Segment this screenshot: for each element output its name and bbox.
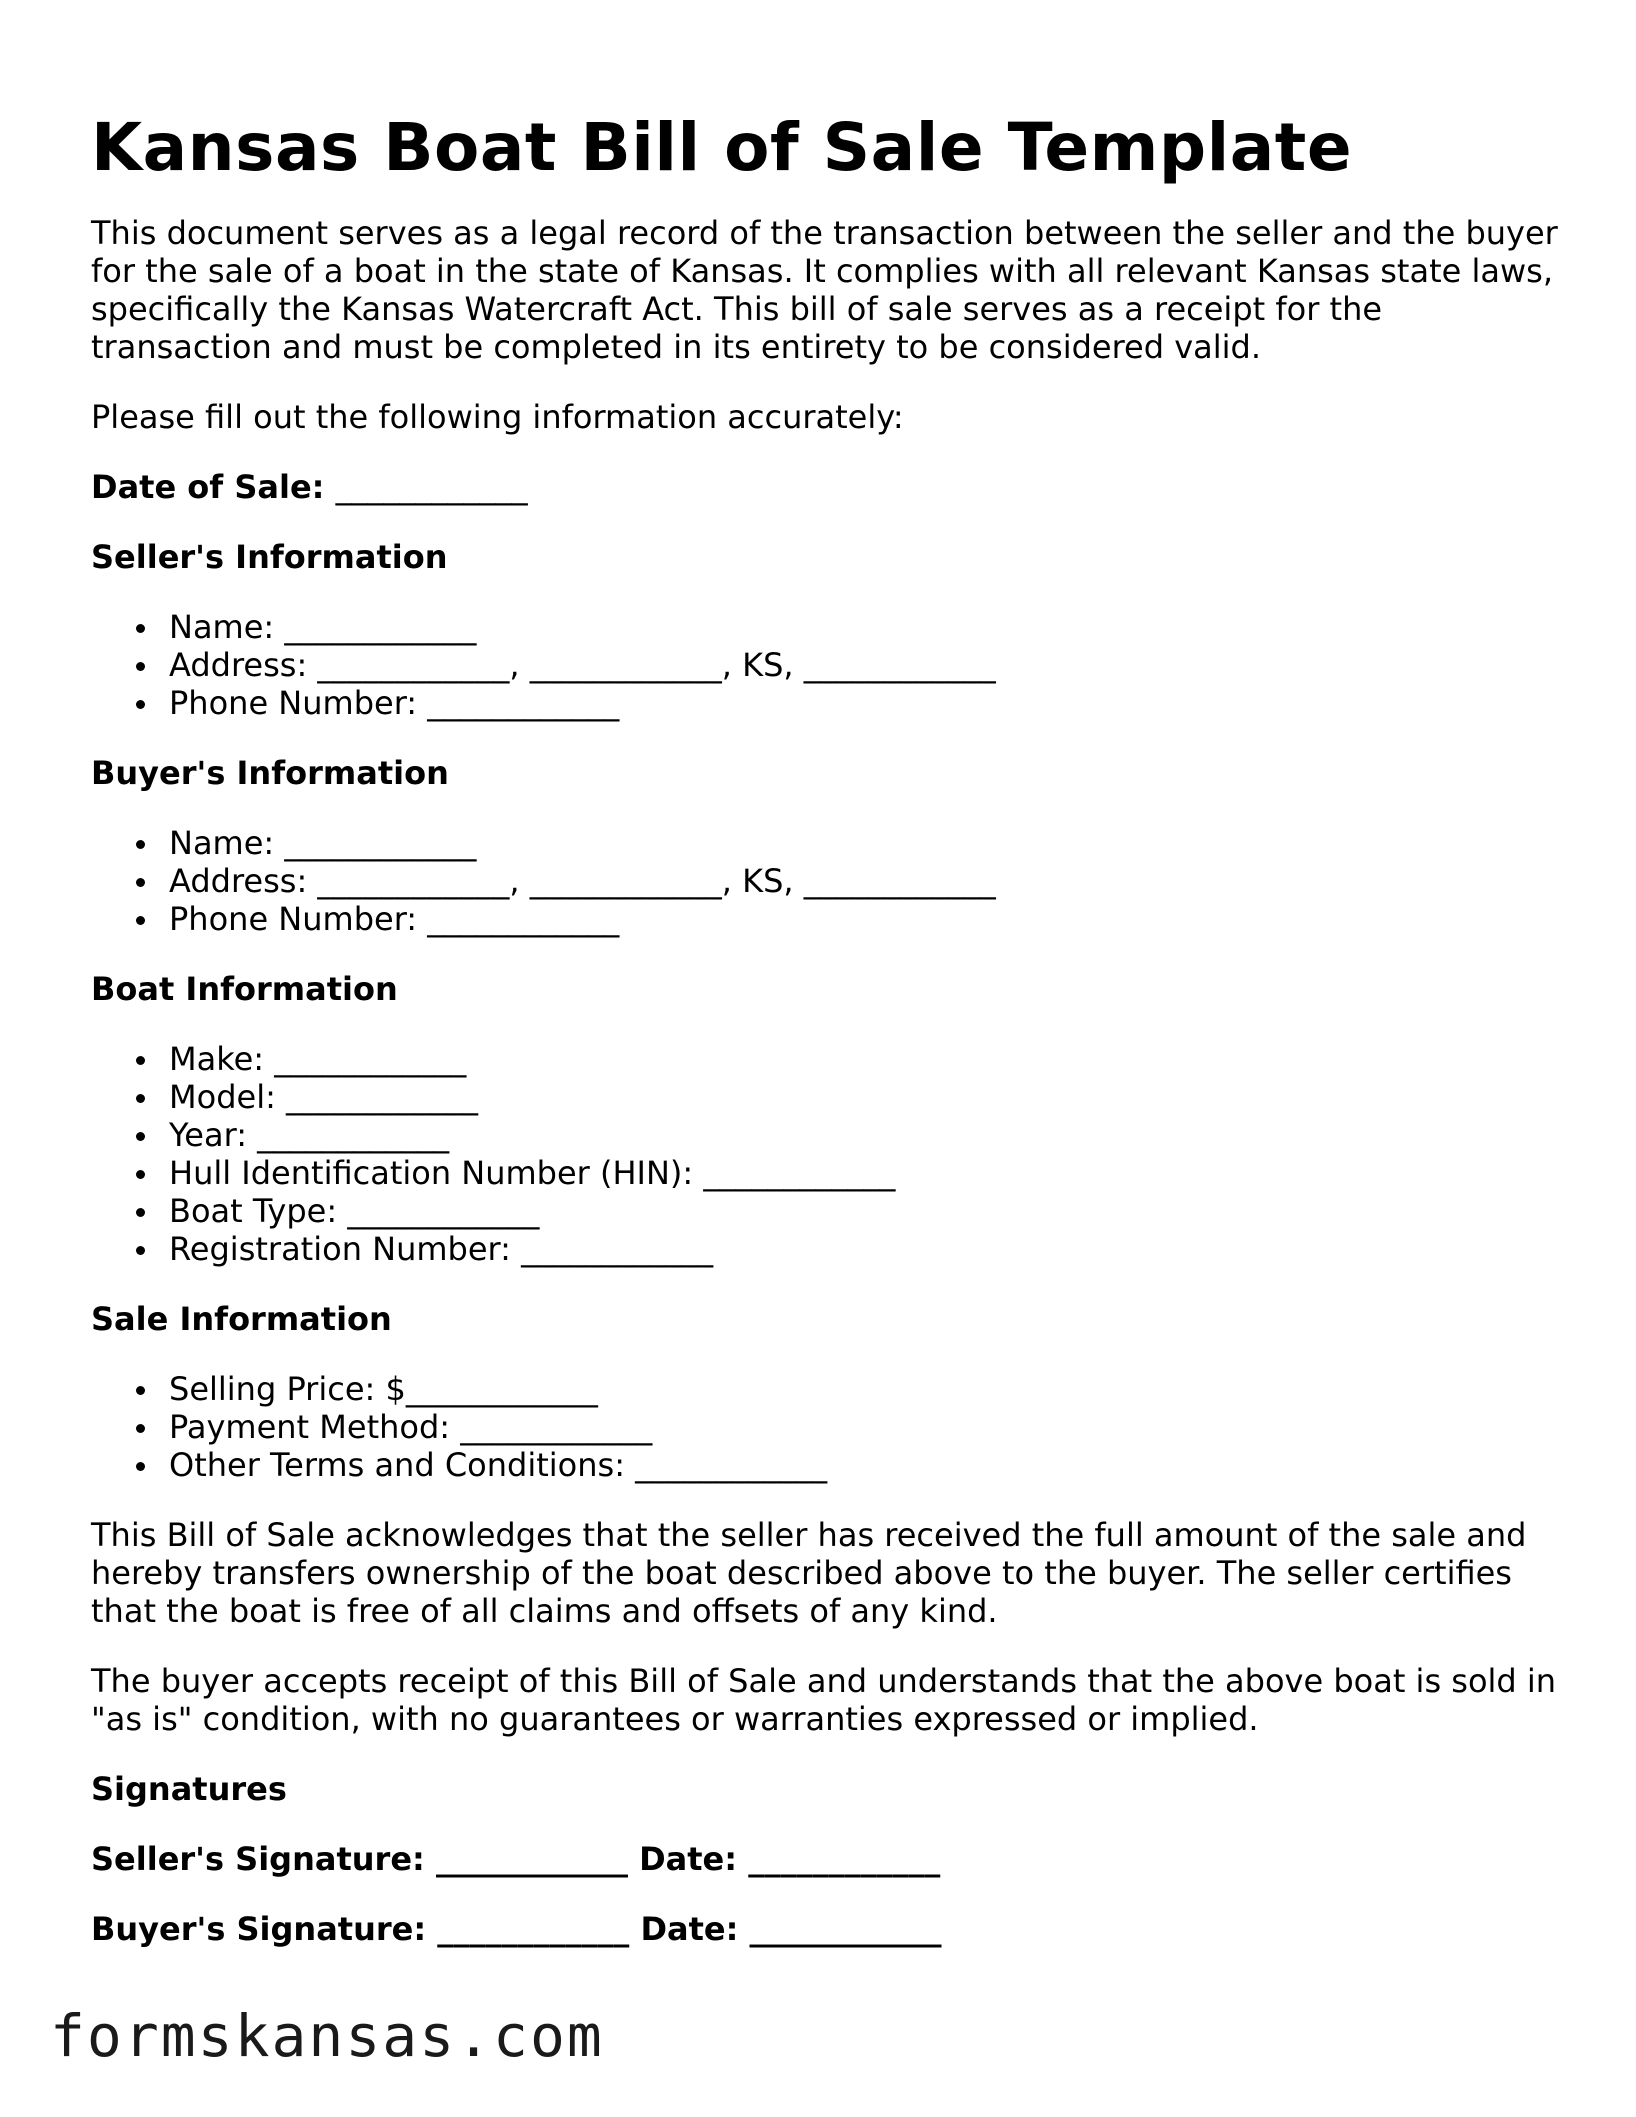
boat-model-field[interactable]: Model: ____________ bbox=[169, 1078, 1571, 1116]
footer-watermark: formskansas.com bbox=[50, 2002, 604, 2070]
seller-info-heading: Seller's Information bbox=[91, 538, 448, 576]
selling-price-field[interactable]: Selling Price: $____________ bbox=[169, 1370, 1571, 1408]
seller-signature-line[interactable]: Seller's Signature: ____________ Date: ____________ bbox=[91, 1840, 941, 1878]
intro-paragraph: This document serves as a legal record of the transaction between the seller and the buyer for the sale of a boat in the state of Kansas. It complies with all relevant Kansas state laws, specifically the Kansas Watercraft Act. This bill of sale serves as a receipt for the transaction and must be completed in its entirety to be considered valid. bbox=[91, 214, 1558, 366]
date-of-sale-blank[interactable]: ____________ bbox=[335, 468, 528, 506]
sale-info-list bbox=[91, 1370, 1571, 1484]
payment-method-field[interactable]: Payment Method: ____________ bbox=[169, 1408, 1571, 1446]
boat-make-field[interactable]: Make: ____________ bbox=[169, 1040, 1571, 1078]
as-is-paragraph: The buyer accepts receipt of this Bill of Sale and understands that the above boat is sold in "as is" condition, with no guarantees or warranties expressed or implied. bbox=[91, 1662, 1557, 1738]
boat-hin-field[interactable]: Hull Identification Number (HIN): ____________ bbox=[169, 1154, 1571, 1192]
buyer-info-list bbox=[91, 824, 1571, 938]
boat-info-heading: Boat Information bbox=[91, 970, 398, 1008]
date-of-sale-field bbox=[91, 468, 1571, 506]
page-title: Kansas Boat Bill of Sale Template bbox=[91, 109, 1353, 186]
buyer-signature-line[interactable]: Buyer's Signature: ____________ Date: ____________ bbox=[91, 1910, 942, 1948]
buyer-address-field[interactable]: Address: ____________, ____________, KS, ____________ bbox=[169, 862, 1571, 900]
boat-type-field[interactable]: Boat Type: ____________ bbox=[169, 1192, 1571, 1230]
other-terms-field[interactable]: Other Terms and Conditions: ____________ bbox=[169, 1446, 1571, 1484]
boat-year-field[interactable]: Year: ____________ bbox=[169, 1116, 1571, 1154]
boat-info-list bbox=[91, 1040, 1571, 1268]
seller-name-field[interactable]: Name: ____________ bbox=[169, 608, 1571, 646]
instruction-text: Please fill out the following information accurately: bbox=[91, 398, 904, 436]
buyer-phone-field[interactable]: Phone Number: ____________ bbox=[169, 900, 1571, 938]
buyer-info-heading: Buyer's Information bbox=[91, 754, 449, 792]
boat-registration-field[interactable]: Registration Number: ____________ bbox=[169, 1230, 1571, 1268]
document-page bbox=[91, 108, 1571, 1980]
seller-address-field[interactable]: Address: ____________, ____________, KS, ____________ bbox=[169, 646, 1571, 684]
signatures-heading: Signatures bbox=[91, 1770, 287, 1808]
sale-info-heading: Sale Information bbox=[91, 1300, 392, 1338]
acknowledgement-paragraph: This Bill of Sale acknowledges that the seller has received the full amount of the sale and hereby transfers ownership of the boat described above to the buyer. The seller certifies that the boat is free of all claims and offsets of any kind. bbox=[91, 1516, 1527, 1630]
seller-info-list bbox=[91, 608, 1571, 722]
seller-phone-field[interactable]: Phone Number: ____________ bbox=[169, 684, 1571, 722]
date-of-sale-label: Date of Sale: bbox=[91, 468, 325, 506]
buyer-name-field[interactable]: Name: ____________ bbox=[169, 824, 1571, 862]
